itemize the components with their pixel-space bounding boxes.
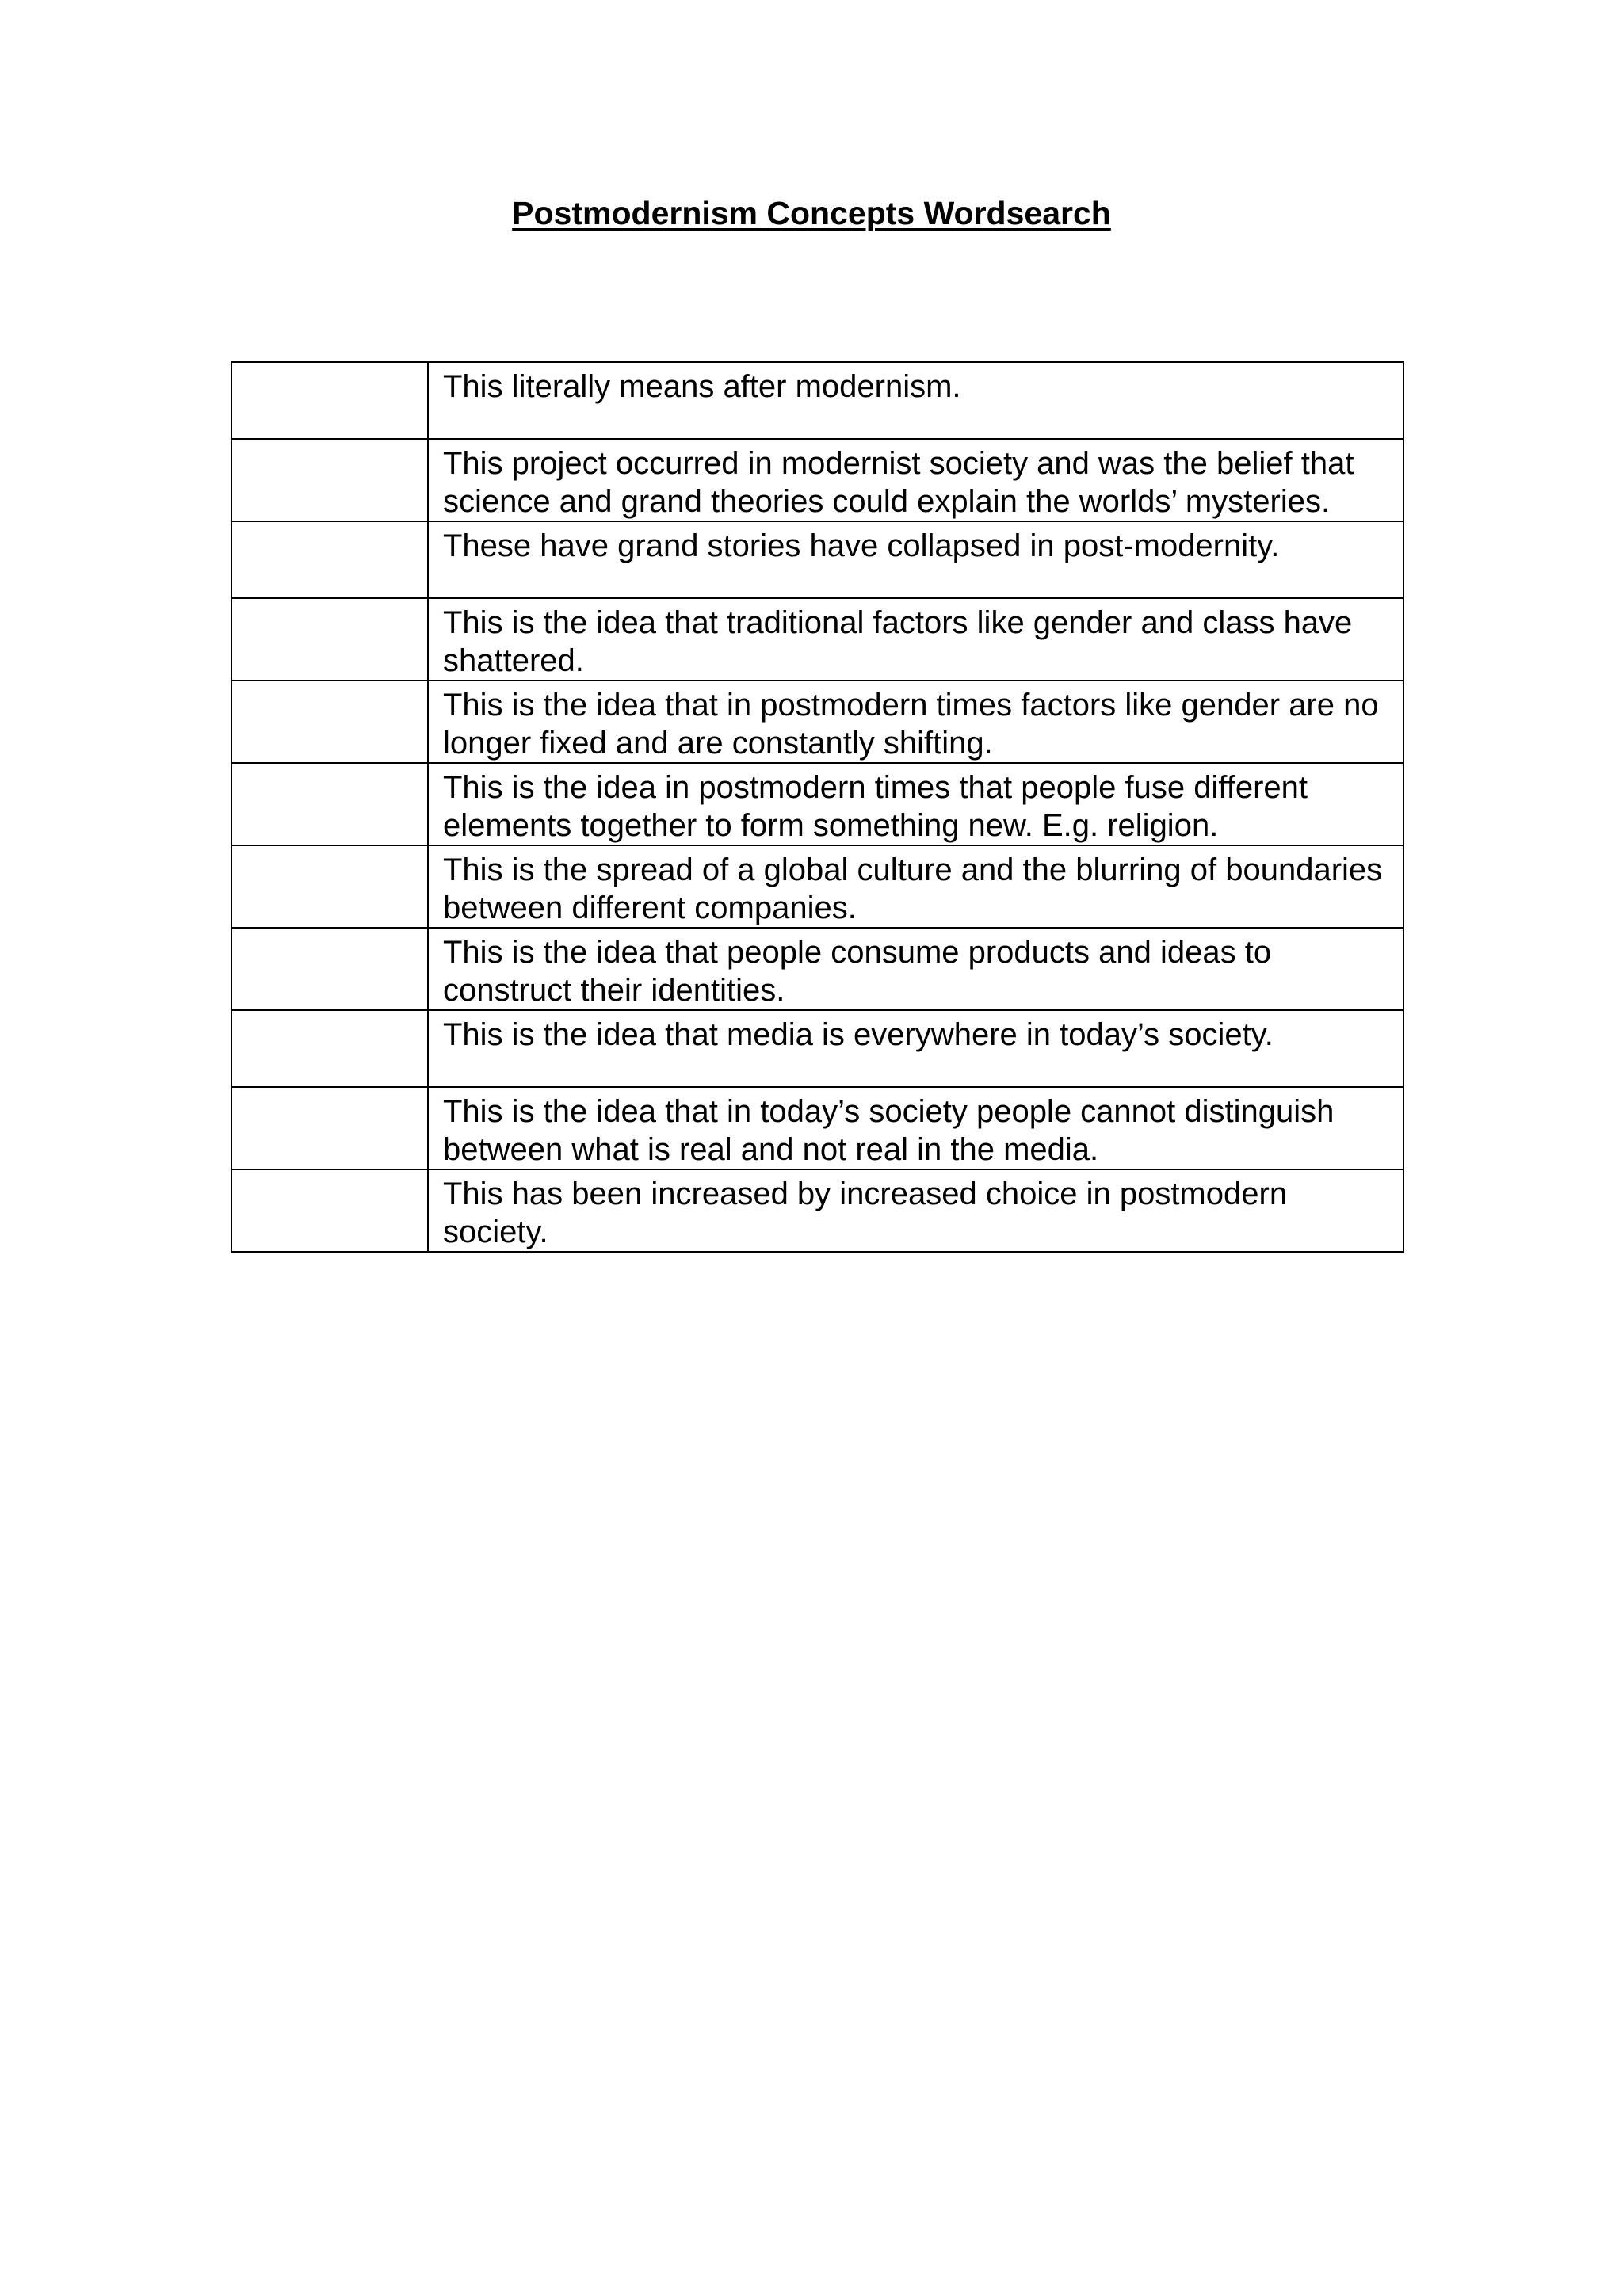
clue-text: This is the idea that in postmodern times factors like gender are no longer fixed and are constantly shifting. (428, 681, 1403, 763)
answer-cell[interactable] (231, 845, 428, 928)
answer-cell[interactable] (231, 1010, 428, 1087)
answer-cell[interactable] (231, 521, 428, 598)
clue-text: This project occurred in modernist society and was the belief that science and grand theories could explain the worlds’ mysteries. (428, 439, 1403, 521)
table-row (231, 521, 1403, 598)
table-row (231, 763, 1403, 845)
clue-text: This has been increased by increased choice in postmodern society. (428, 1169, 1403, 1252)
clue-text: This literally means after modernism. (428, 362, 1403, 439)
table-row (231, 1087, 1403, 1169)
table-row (231, 1169, 1403, 1252)
clue-text: These have grand stories have collapsed in post-modernity. (428, 521, 1403, 598)
table-row (231, 1010, 1403, 1087)
clue-table (231, 361, 1404, 1253)
clue-text: This is the idea that people consume products and ideas to construct their identities. (428, 928, 1403, 1010)
table-row (231, 362, 1403, 439)
clue-text: This is the idea that traditional factors like gender and class have shattered. (428, 598, 1403, 681)
answer-cell[interactable] (231, 1169, 428, 1252)
clue-text: This is the idea that in today’s society people cannot distinguish between what is real and not real in the media. (428, 1087, 1403, 1169)
table-row (231, 928, 1403, 1010)
table-row (231, 681, 1403, 763)
table-row (231, 845, 1403, 928)
clue-text: This is the idea that media is everywhere in today’s society. (428, 1010, 1403, 1087)
answer-cell[interactable] (231, 362, 428, 439)
answer-cell[interactable] (231, 763, 428, 845)
page-title: Postmodernism Concepts Wordsearch (512, 195, 1111, 231)
answer-cell[interactable] (231, 681, 428, 763)
table-row (231, 439, 1403, 521)
answer-cell[interactable] (231, 1087, 428, 1169)
table-row (231, 598, 1403, 681)
answer-cell[interactable] (231, 928, 428, 1010)
answer-cell[interactable] (231, 439, 428, 521)
clue-text: This is the spread of a global culture and the blurring of boundaries between different companies. (428, 845, 1403, 928)
answer-cell[interactable] (231, 598, 428, 681)
clue-text: This is the idea in postmodern times that people fuse different elements together to form something new. E.g. religion. (428, 763, 1403, 845)
